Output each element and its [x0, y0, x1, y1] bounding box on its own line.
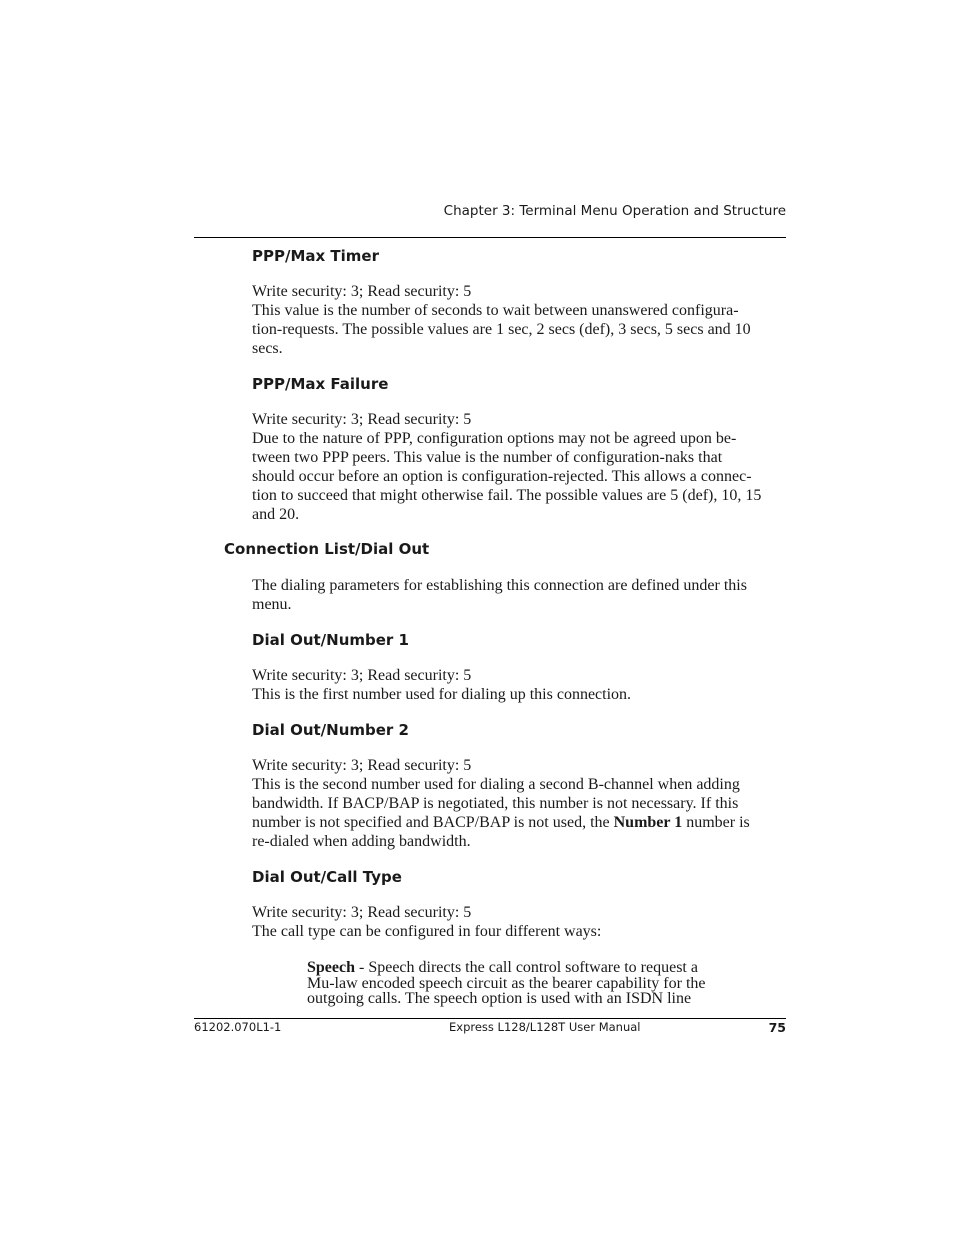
paragraph-ppp-max-failure — [252, 410, 788, 524]
heading-ppp-max-failure: PPP/Max Failure — [252, 375, 389, 393]
security-line: Write security: 3; Read security: 5 — [252, 411, 472, 428]
paragraph-ppp-max-timer — [252, 282, 788, 358]
footer-manual-title: Express L128/L128T User Manual — [449, 1020, 641, 1034]
text-line: outgoing calls. The speech option is used with an ISDN line — [307, 990, 692, 1008]
text-line: The call type can be configured in four different ways: — [252, 923, 602, 940]
text-line: secs. — [252, 340, 283, 357]
security-line: Write security: 3; Read security: 5 — [252, 667, 472, 684]
heading-dial-out-call-type: Dial Out/Call Type — [252, 868, 402, 886]
heading-dial-out-number-1: Dial Out/Number 1 — [252, 631, 409, 649]
heading-ppp-max-timer: PPP/Max Timer — [252, 247, 379, 265]
text-line — [252, 813, 788, 832]
text-line: tion to succeed that might otherwise fail. The possible values are 5 (def), 10, 15 — [252, 487, 762, 504]
text-line: bandwidth. If BACP/BAP is negotiated, this number is not necessary. If this — [252, 795, 739, 812]
heading-connection-list-dial-out: Connection List/Dial Out — [224, 540, 430, 558]
paragraph-dial-out-number-2 — [252, 756, 788, 851]
header-rule — [194, 237, 786, 238]
list-item-speech — [307, 960, 747, 1007]
security-line: Write security: 3; Read security: 5 — [252, 757, 472, 774]
text-line: This is the second number used for dialing a second B-channel when adding — [252, 776, 740, 793]
paragraph-connection-list-dial-out — [252, 576, 788, 614]
text-fragment: - Speech directs the call control software to request a — [355, 959, 698, 976]
text-line: tion-requests. The possible values are 1 sec, 2 secs (def), 3 secs, 5 secs and 10 — [252, 321, 751, 338]
text-line: Due to the nature of PPP, configuration options may not be agreed upon be- — [252, 430, 737, 447]
bold-term-number-1: Number 1 — [613, 814, 683, 831]
text-line: Mu-law encoded speech circuit as the bearer capability for the — [307, 974, 706, 992]
text-fragment: number is not specified and BACP/BAP is not used, the — [252, 814, 614, 831]
text-line: tween two PPP peers. This value is the number of configuration-naks that — [252, 449, 723, 466]
footer-page-number: 75 — [768, 1020, 786, 1035]
text-line: should occur before an option is configuration-rejected. This allows a connec- — [252, 468, 752, 485]
text-line: This is the first number used for dialing up this connection. — [252, 686, 632, 703]
running-header: Chapter 3: Terminal Menu Operation and Structure — [443, 203, 786, 219]
text-fragment: number is — [682, 814, 750, 831]
paragraph-dial-out-call-type — [252, 903, 788, 941]
bold-term-speech: Speech — [307, 959, 355, 976]
paragraph-dial-out-number-1 — [252, 666, 788, 704]
security-line: Write security: 3; Read security: 5 — [252, 283, 472, 300]
text-line: The dialing parameters for establishing this connection are defined under this — [252, 577, 747, 594]
footer-rule — [194, 1018, 786, 1019]
text-line: re-dialed when adding bandwidth. — [252, 833, 471, 850]
text-line — [307, 960, 747, 976]
text-line: and 20. — [252, 506, 300, 523]
footer-doc-number: 61202.070L1-1 — [194, 1020, 282, 1034]
text-line: This value is the number of seconds to wait between unanswered configura- — [252, 302, 739, 319]
heading-dial-out-number-2: Dial Out/Number 2 — [252, 721, 409, 739]
text-line: menu. — [252, 596, 292, 613]
security-line: Write security: 3; Read security: 5 — [252, 904, 472, 921]
